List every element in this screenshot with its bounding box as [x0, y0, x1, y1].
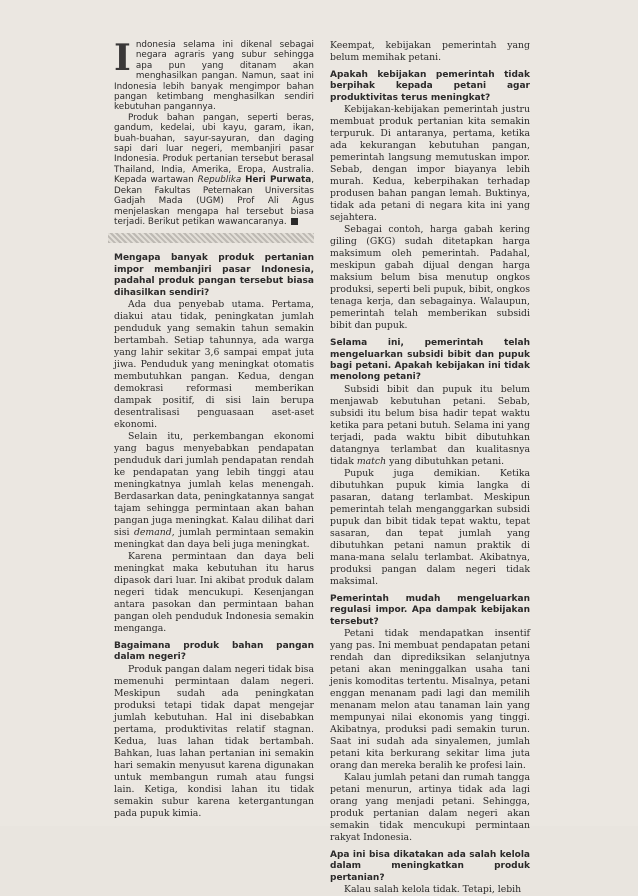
left-column: [114, 37, 314, 820]
answer-2-paragraph-1: Produk pangan dalam negeri tidak bisa memenuhi permintaan dalam negeri. Meskipun sudah ada peningkatan produksi tetapi tidak dapat mengejar jumlah kebutuhan. Hal ini disebabkan pertama, produktivitas relatif stagnan. Kedua, luas lahan tidak bertambah. Bahkan, luas lahan pertanian ini semakin hari semakin menyusut karena digunakan untuk membangun rumah atau fungsi lain. Ketiga, kondisi lahan itu tidak semakin subur karena ketergantungan pada pupuk kimia.: [114, 663, 314, 819]
answer-1-paragraph-2: Selain itu, perkembangan ekonomi yang bagus menyebabkan pendapatan penduduk dari jumlah pendapatan rendah ke pendapatan yang lebih tinggi atau meningkatnya jumlah kelas menengah. Berdasarkan data, peningkatannya sangat tajam sehingga permintaan akan bahan pangan juga meningkat. Kalau dilihat dari sisi demand, jumlah permintaan semakin meningkat dan daya beli juga meningkat.: [114, 430, 314, 550]
answer-4-paragraph-2: Pupuk juga demikian. Ketika dibutuhkan pupuk kimia langka di pasaran, datang terlambat. Meskipun pemerintah telah menganggarkan subsidi pupuk dan bibit tidak tepat waktu, tepat sasaran, dan tepat jumlah yang dibutuhkan petani namun praktik di mana-mana selalu terlambat. Akibatnya, produksi pangan dalam negeri tidak maksimal.: [330, 467, 530, 587]
answer-1-paragraph-1: Ada dua penyebab utama. Pertama, diakui atau tidak, peningkatan jumlah penduduk yang semakin tahun semakin bertambah. Setiap tahunnya, ada warga yang lahir sekitar 3,6 sampai empat juta jiwa. Penduduk yang meningkat otomatis membutuhkan pangan. Kedua, dengan demokrasi reformasi memberikan dampak positif, di sisi lain berupa desentralisasi penguasaan aset-aset ekonomi.: [114, 298, 314, 430]
answer-5-paragraph-1: Petani tidak mendapatkan insentif yang pas. Ini membuat pendapatan petani rendah dan diprediksikan selanjutnya petani akan meninggalkan usaha tani jenis komoditas tertentu. Misalnya, petani enggan menanam padi lagi dan memilih menanam melon atau tanaman lain yang mempunyai nilai ekonomis yang tinggi. Akibatnya, produksi padi semakin turun. Saat ini sudah ada sinyalemen, jumlah petani kita berkurang sekitar lima juta orang dan mereka beralih ke profesi lain.: [330, 628, 530, 772]
right-column: [330, 40, 530, 896]
question-3: Apakah kebijakan pemerintah tidak berpihak kepada petani agar produktivitas terus meningkat?: [330, 70, 530, 103]
question-5: Pemerintah mudah mengeluarkan regulasi impor. Apa dampak kebijakan tersebut?: [330, 593, 530, 627]
answer-6-paragraph-1: Kalau salah kelola tidak. Tetapi, lebih: [344, 884, 522, 896]
publication-name: Republika: [197, 175, 242, 186]
question-4: Selama ini, pemerintah telah mengeluarkan subsidi bibit dan pupuk bagi petani. Apakah kebijakan ini tidak menolong petani?: [330, 338, 530, 383]
answer-3-paragraph-2: Sebagai contoh, harga gabah kering giling (GKG) sudah ditetapkan harga maksimum oleh pemerintah. Padahal, meskipun gabah dijual dengan harga maksium belum bisa menutup ongkos produksi, seperti beli pupuk, bibit, ongkos tenaga kerja, dan sebagainya. Walaupun, pemerintah telah memberikan subsidi bibit dan pupuk.: [330, 224, 530, 332]
answer-3-paragraph-1: Kebijakan-kebijakan pemerintah justru membuat produk pertanian kita semakin terpuruk. Di antaranya, pertama, ketika ada kekurangan kebutuhan pangan, pemerintah langsung memutuskan impor. Sebab, dengan impor biayanya lebih murah. Kedua, keberpihakan terhadap produsen bahan pangan lemah. Buktinya, tidak ada petani di negara kita ini yang sejahtera.: [330, 104, 530, 224]
intro-paragraph-2: Produk bahan pangan, seperti beras, gandum, kedelai, ubi kayu, garam, ikan, buah-buahan, sayur-sayuran, dan daging sapi dari luar negeri, membanjiri pasar Indonesia. Produk pertanian tersebut berasal Thailand, India, Amerika, Eropa, Australia. Kepada wartawan Republika Heri Purwata, Dekan Fakultas Peternakan Universitas Gadjah Mada (UGM) Prof Ali Agus menjelaskan mengapa hal tersebut biasa terjadi. Berikut petikan wawancaranya.: [114, 112, 314, 227]
answer-4-paragraph-1: Subsidi bibit dan pupuk itu belum menjawab kebutuhan petani. Sebab, subsidi itu belum bisa hadir tepat waktu ketika para petani butuh. Selama ini yang terjadi, pada waktu bibit dibutuhkan datangnya terlambat dan kualitasnya tidak match yang dibutuhkan petani.: [330, 383, 530, 467]
question-6: Apa ini bisa dikatakan ada salah kelola dalam meningkatkan produk pertanian?: [330, 850, 530, 883]
reporter-name: Heri Purwata: [245, 175, 312, 186]
drop-cap: I: [114, 37, 131, 79]
question-1: Mengapa banyak produk pertanian impor membanjiri pasar Indonesia, padahal produk pangan tersebut biasa dihasilkan sendiri?: [114, 253, 314, 298]
intro-paragraph-1: Indonesia selama ini dikenal sebagai negara agraris yang subur sehingga apa pun yang ditanam akan menghasilkan pangan. Namun, saat ini Indonesia lebih banyak mengimpor bahan pangan ketimbang menghasilkan sendiri kebutuhan pangannya.: [114, 37, 314, 113]
question-2: Bagaimana produk bahan pangan dalam negeri?: [114, 640, 314, 663]
answer-5-paragraph-2: Kalau jumlah petani dan rumah tangga petani menurun, artinya tidak ada lagi orang yang menjadi petani. Sehingga, produk pertanian dalam negeri akan semakin tidak mencukupi permintaan rakyat Indonesia.: [330, 772, 530, 844]
section-divider: [108, 233, 314, 243]
end-mark: [291, 218, 298, 225]
continued-paragraph: Keempat, kebijakan pemerintah yang belum memihak petani.: [330, 40, 530, 63]
answer-1-paragraph-3: Karena permintaan dan daya beli meningkat maka kebutuhan itu harus dipasok dari luar. Ini akibat produk dalam negeri tidak mencukupi. Kesenjangan antara pasokan dan permintaan bahan pangan oleh penduduk Indonesia semakin menganga.: [114, 550, 314, 634]
